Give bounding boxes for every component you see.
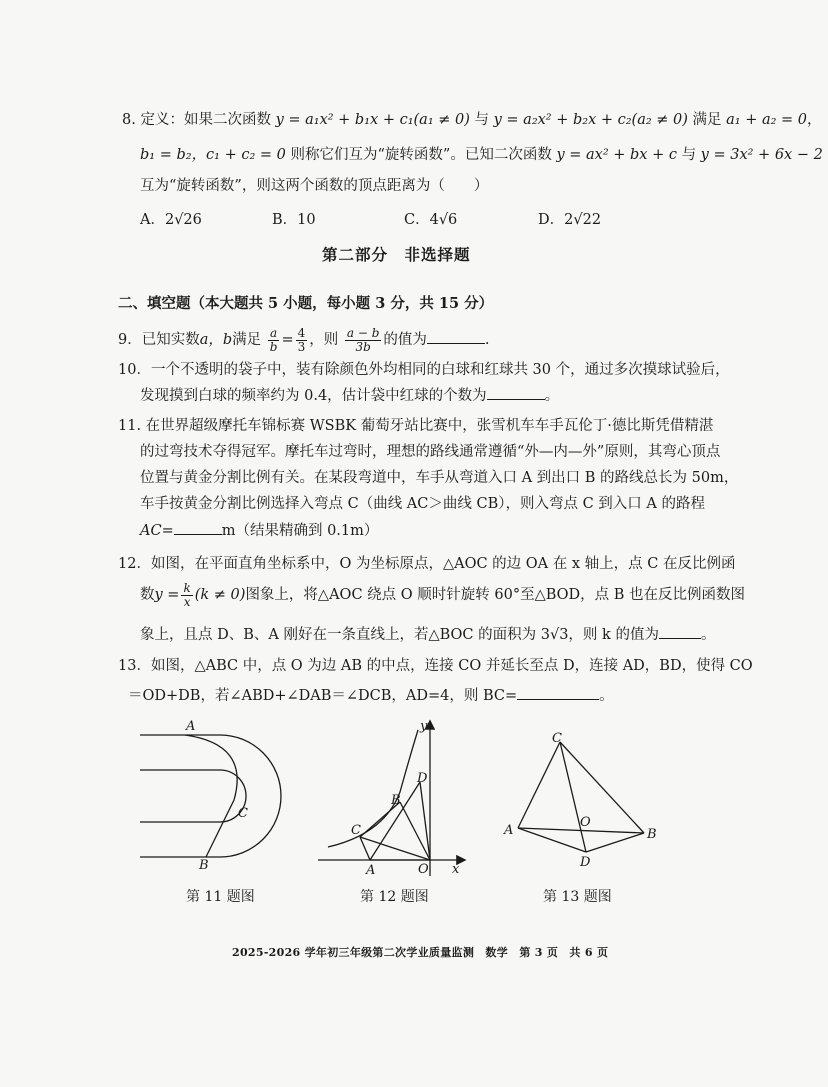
fig12-label-y: y: [420, 719, 428, 734]
fig13-label-a: A: [504, 823, 514, 838]
q8-function-4: y = 3x² + 6x − 2: [700, 147, 823, 163]
q12-function: y =: [154, 587, 180, 603]
q13-answer-blank[interactable]: [517, 685, 599, 700]
q10-line1: 10．一个不透明的袋子中，装有除颜色外均相同的白球和红球共 30 个，通过多次摸球试验后，: [118, 362, 730, 378]
q9-fraction-a-b: $\frac{a}{b}$: [269, 325, 278, 354]
q10-line2: [140, 385, 559, 406]
fig12-label-a: A: [366, 863, 376, 878]
q8-option-d: D．2√22: [538, 212, 602, 228]
q13-line2: [128, 685, 614, 706]
q11-text: m（结果精确到 0.1m）: [221, 523, 379, 539]
q9-text: 9．已知实数: [118, 332, 200, 348]
fig12-caption: 第 12 题图: [360, 889, 429, 905]
fig11-label-a: A: [186, 719, 196, 734]
q10-text: 发现摸到白球的频率约为 0.4，估计袋中红球的个数为: [140, 388, 487, 404]
q8-function-3: y = ax² + bx + c: [556, 147, 677, 163]
q9-fraction-expr: $\frac{a - b}{3b}$: [346, 325, 380, 354]
segment-ad: [518, 828, 586, 852]
q13-text: ＝OD+DB，若∠ABD+∠DAB＝∠DCB，AD=4，则 BC=: [128, 688, 518, 704]
fig12-label-o: O: [418, 862, 429, 877]
fig12-label-c: C: [351, 823, 361, 838]
q9-answer-blank[interactable]: [427, 329, 485, 344]
q8-text: 满足: [692, 112, 722, 128]
q9-end: .: [484, 332, 490, 348]
fig13-label-b: B: [647, 827, 657, 842]
q8-text: 与: [681, 147, 697, 163]
q12-line3: [140, 624, 715, 645]
q8-text: 则称它们互为“旋转函数”。已知二次函数: [290, 147, 552, 163]
fig12-label-x: x: [452, 862, 460, 877]
figure-11: [130, 716, 290, 876]
segment-do: [420, 782, 430, 860]
q12-answer-blank[interactable]: [659, 624, 701, 639]
q11-answer-blank[interactable]: [174, 520, 222, 535]
q8-text: 与: [474, 112, 489, 128]
q11-line3: 位置与黄金分割比例有关。在某段弯道中，车手从弯道入口 A 到出口 B 的路线总长为 50m，: [140, 470, 739, 486]
segment-ac: [518, 742, 560, 828]
hyperbola-curve: [328, 730, 418, 847]
q12-line1: 12．如图，在平面直角坐标系中，O 为坐标原点，△AOC 的边 OA 在 x 轴上，点 C 在反比例函: [118, 556, 736, 572]
q11-line2: 的过弯技术夺得冠军。摩托车过弯时，理想的路线通常遵循“外—内—外”原则，其弯心顶点: [140, 444, 721, 460]
track-outer-edge: [140, 735, 281, 857]
q9-text: 满足: [232, 332, 262, 348]
q9-fraction-4-3: $\frac{4}{3}$: [297, 325, 306, 354]
q11-text: AC=: [140, 523, 174, 539]
q8-function-1: y = a₁x² + b₁x + c₁(a₁ ≠ 0): [275, 112, 470, 128]
q11-line4: 车手按黄金分割比例选择入弯点 C（曲线 AC＞曲线 CB），则入弯点 C 到入口 A 的路程: [140, 496, 705, 512]
q12-function-cond: (k ≠ 0): [194, 587, 246, 603]
q8-option-a: A．2√26: [140, 212, 202, 228]
q13-end: 。: [599, 688, 614, 704]
q13-line1: 13．如图，△ABC 中，点 O 为边 AB 的中点，连接 CO 并延长至点 D，连接 AD，BD，使得 CO: [118, 658, 753, 674]
q10-answer-blank[interactable]: [487, 385, 545, 400]
fig13-label-d: D: [580, 855, 591, 870]
q8-line2: [140, 145, 823, 165]
fig11-caption: 第 11 题图: [186, 889, 255, 905]
fig12-label-d: D: [417, 771, 428, 786]
q9-text: ，则: [309, 332, 339, 348]
part2-title: 第二部分 非选择题: [322, 245, 471, 264]
q12-text: 数: [140, 587, 155, 603]
racing-line: [185, 735, 237, 857]
q12-fraction-k-x: $\frac{k}{x}$: [183, 580, 191, 609]
q12-text: 图象上，将△AOC 绕点 O 顺时针旋转 60°至△BOD，点 B 也在反比例函数图: [245, 587, 746, 603]
fig11-label-b: B: [199, 858, 209, 873]
q9-equals: =: [281, 332, 294, 348]
q8-line1: [122, 110, 822, 130]
figure-13: [498, 726, 668, 876]
q8-condition-1: a₁ + a₂ = 0: [726, 112, 808, 128]
q8-option-c: C．4√6: [404, 212, 458, 228]
q11-line5: [140, 520, 378, 541]
segment-bc: [560, 742, 644, 833]
q9-text: 的值为: [383, 332, 427, 348]
q8-text: 8. 定义：如果二次函数: [122, 112, 271, 128]
track-inner-edge: [140, 770, 246, 822]
fig13-label-c: C: [552, 731, 562, 746]
q8-option-b: B．10: [272, 212, 316, 228]
q8-function-2: y = a₂x² + b₂x + c₂(a₂ ≠ 0): [493, 112, 688, 128]
q8-text: ，: [807, 112, 822, 128]
q8-line3: 互为“旋转函数”，则这两个函数的顶点距离为（ ）: [140, 178, 489, 194]
q11-line1: 11. 在世界超级摩托车锦标赛 WSBK 葡萄牙站比赛中，张雪机车车手瓦伦丁·德比斯凭借精湛: [118, 418, 714, 434]
q12-end: 。: [700, 627, 716, 643]
q12-text: 象上，且点 D、B、A 刚好在一条直线上，若△BOC 的面积为 3√3，则 k 的值为: [140, 627, 659, 643]
figure-12: [314, 716, 474, 882]
q9-vars: a，b: [199, 332, 233, 348]
fig11-label-c: C: [238, 806, 248, 821]
q8-condition-2: b₁ = b₂: [140, 147, 192, 163]
q9: [118, 323, 490, 357]
q10-end: 。: [544, 388, 560, 404]
segment-bd: [586, 833, 644, 852]
page-footer: 2025-2026 学年初三年级第二次学业质量监测 数学 第 3 页 共 6 页: [232, 946, 609, 959]
fig13-label-o: O: [580, 815, 591, 830]
segment-cd: [560, 742, 586, 852]
section-heading: 二、填空题（本大题共 5 小题，每小题 3 分，共 15 分）: [118, 295, 494, 312]
q8-condition-3: ，c₁ + c₂ = 0: [191, 147, 286, 163]
fig12-label-b: B: [391, 793, 401, 808]
fig13-caption: 第 13 题图: [543, 889, 612, 905]
q12-line2: [140, 578, 745, 612]
